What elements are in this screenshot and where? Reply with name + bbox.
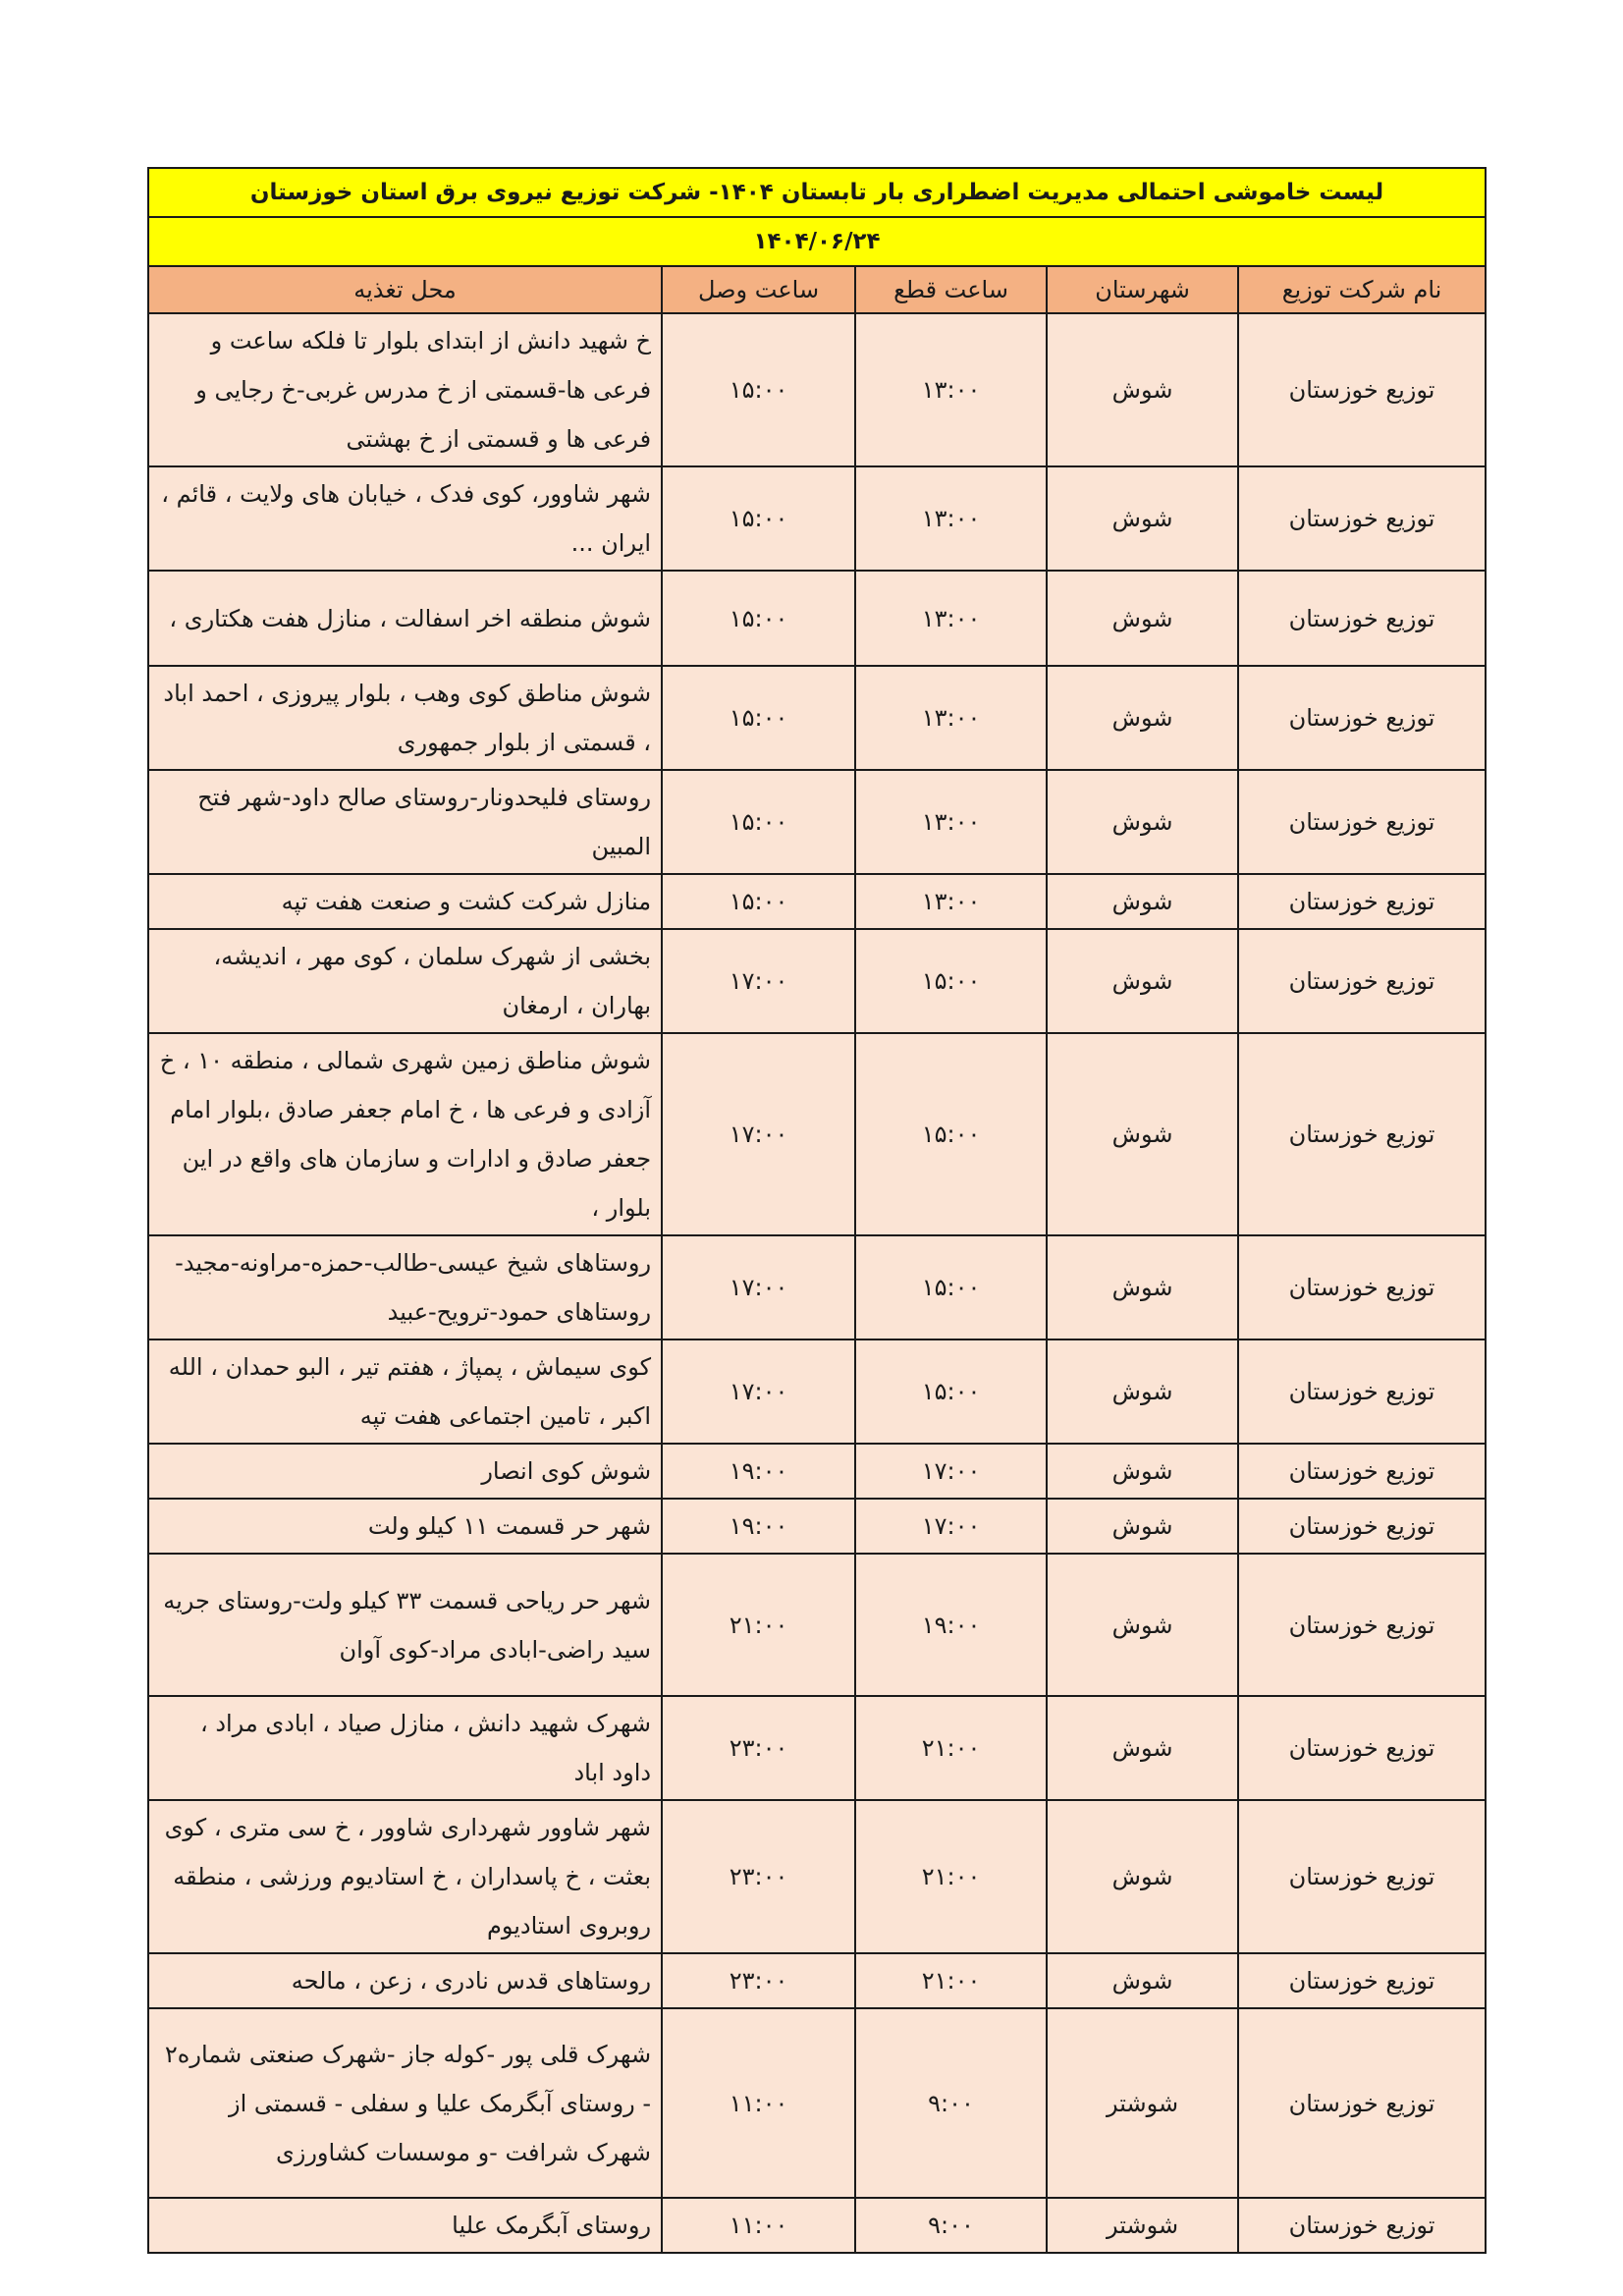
- cell-connect-time: ۱۱:۰۰: [662, 2198, 855, 2253]
- cell-location: شهر حر ریاحی قسمت ۳۳ کیلو ولت-روستای جریه سید راضی-ابادی مراد-کوی آوان: [148, 1554, 662, 1696]
- table-row: [148, 1235, 1486, 1339]
- cell-connect-time: ۱۵:۰۰: [662, 466, 855, 571]
- table-row: [148, 1953, 1486, 2008]
- table-row: [148, 666, 1486, 770]
- cell-cut-time: ۹:۰۰: [855, 2198, 1047, 2253]
- cell-location: شهر حر قسمت ۱۱ کیلو ولت: [148, 1499, 662, 1554]
- cell-company: توزیع خوزستان: [1238, 1800, 1486, 1953]
- cell-location: کوی سیماش ، پمپاژ ، هفتم تیر ، البو حمدان ، الله اکبر ، تامین اجتماعی هفت تپه: [148, 1339, 662, 1444]
- cell-connect-time: ۱۷:۰۰: [662, 1033, 855, 1235]
- cell-connect-time: ۲۳:۰۰: [662, 1953, 855, 2008]
- table-row: [148, 313, 1486, 466]
- cell-cut-time: ۱۵:۰۰: [855, 1235, 1047, 1339]
- cell-cut-time: ۱۷:۰۰: [855, 1444, 1047, 1499]
- cell-location: شهر شاوور، کوی فدک ، خیابان های ولایت ، قائم ، ایران ...: [148, 466, 662, 571]
- cell-location: شهر شاوور شهرداری شاوور ، خ سی متری ، کوی بعثت ، خ پاسداران ، خ استادیوم ورزشی ، منطقه روبروی استادیوم: [148, 1800, 662, 1953]
- cell-company: توزیع خوزستان: [1238, 313, 1486, 466]
- cell-cut-time: ۱۳:۰۰: [855, 874, 1047, 929]
- cell-cut-time: ۱۳:۰۰: [855, 770, 1047, 874]
- cell-city: شوش: [1047, 1444, 1238, 1499]
- cell-cut-time: ۲۱:۰۰: [855, 1800, 1047, 1953]
- cell-company: توزیع خوزستان: [1238, 874, 1486, 929]
- cell-location: منازل شرکت کشت و صنعت هفت تپه: [148, 874, 662, 929]
- header-company: نام شرکت توزیع: [1238, 266, 1486, 313]
- cell-city: شوش: [1047, 1953, 1238, 2008]
- cell-location: شوش منطقه اخر اسفالت ، منازل هفت هکتاری ،: [148, 571, 662, 666]
- cell-city: شوش: [1047, 1033, 1238, 1235]
- header-cut-time: ساعت قطع: [855, 266, 1047, 313]
- cell-location: شوش کوی انصار: [148, 1444, 662, 1499]
- cell-connect-time: ۱۵:۰۰: [662, 313, 855, 466]
- header-location: محل تغذیه: [148, 266, 662, 313]
- schedule-date: ۱۴۰۴/۰۶/۲۴: [148, 217, 1486, 266]
- cell-connect-time: ۱۱:۰۰: [662, 2008, 855, 2198]
- table-row: [148, 1554, 1486, 1696]
- cell-cut-time: ۹:۰۰: [855, 2008, 1047, 2198]
- cell-connect-time: ۱۵:۰۰: [662, 666, 855, 770]
- cell-location: شهرک شهید دانش ، منازل صیاد ، ابادی مراد ، داود اباد: [148, 1696, 662, 1800]
- cell-city: شوش: [1047, 1554, 1238, 1696]
- cell-connect-time: ۲۱:۰۰: [662, 1554, 855, 1696]
- cell-connect-time: ۲۳:۰۰: [662, 1696, 855, 1800]
- cell-city: شوش: [1047, 1800, 1238, 1953]
- cell-location: شوش مناطق کوی وهب ، بلوار پیروزی ، احمد اباد ، قسمتی از بلوار جمهوری: [148, 666, 662, 770]
- table-row: [148, 770, 1486, 874]
- cell-cut-time: ۲۱:۰۰: [855, 1696, 1047, 1800]
- cell-cut-time: ۱۵:۰۰: [855, 1033, 1047, 1235]
- header-connect-time: ساعت وصل: [662, 266, 855, 313]
- cell-company: توزیع خوزستان: [1238, 1033, 1486, 1235]
- cell-cut-time: ۱۷:۰۰: [855, 1499, 1047, 1554]
- cell-location: خ شهید دانش از ابتدای بلوار تا فلکه ساعت و فرعی ها-قسمتی از خ مدرس غربی-خ رجایی و فرعی ها و قسمتی از خ بهشتی: [148, 313, 662, 466]
- cell-connect-time: ۱۹:۰۰: [662, 1444, 855, 1499]
- cell-company: توزیع خوزستان: [1238, 1339, 1486, 1444]
- cell-company: توزیع خوزستان: [1238, 1499, 1486, 1554]
- schedule-title: لیست خاموشی احتمالی مدیریت اضطراری بار تابستان ۱۴۰۴- شرکت توزیع نیروی برق استان خوزستان: [148, 168, 1486, 217]
- cell-cut-time: ۱۹:۰۰: [855, 1554, 1047, 1696]
- cell-location: شوش مناطق زمین شهری شمالی ، منطقه ۱۰ ، خ آزادی و فرعی ها ، خ امام جعفر صادق ،بلوار امام جعفر صادق و ادارات و سازمان های واقع در این بلوار ،: [148, 1033, 662, 1235]
- table-row: [148, 1033, 1486, 1235]
- cell-city: شوش: [1047, 929, 1238, 1033]
- table-row: [148, 571, 1486, 666]
- cell-city: شوشتر: [1047, 2008, 1238, 2198]
- cell-city: شوش: [1047, 1696, 1238, 1800]
- cell-company: توزیع خوزستان: [1238, 929, 1486, 1033]
- cell-cut-time: ۱۳:۰۰: [855, 571, 1047, 666]
- cell-city: شوش: [1047, 466, 1238, 571]
- outage-schedule-sheet: [147, 167, 1485, 2254]
- cell-city: شوش: [1047, 770, 1238, 874]
- cell-connect-time: ۲۳:۰۰: [662, 1800, 855, 1953]
- cell-location: روستاهای قدس نادری ، زعن ، مالحه: [148, 1953, 662, 2008]
- cell-connect-time: ۱۵:۰۰: [662, 770, 855, 874]
- cell-company: توزیع خوزستان: [1238, 1554, 1486, 1696]
- cell-company: توزیع خوزستان: [1238, 1953, 1486, 2008]
- cell-company: توزیع خوزستان: [1238, 571, 1486, 666]
- cell-city: شوش: [1047, 666, 1238, 770]
- cell-company: توزیع خوزستان: [1238, 466, 1486, 571]
- table-row: [148, 874, 1486, 929]
- header-city: شهرستان: [1047, 266, 1238, 313]
- cell-location: روستای فلیحدونار-روستای صالح داود-شهر فتح المبین: [148, 770, 662, 874]
- cell-connect-time: ۱۷:۰۰: [662, 1235, 855, 1339]
- cell-location: بخشی از شهرک سلمان ، کوی مهر ، اندیشه، بهاران ، ارمغان: [148, 929, 662, 1033]
- cell-connect-time: ۱۹:۰۰: [662, 1499, 855, 1554]
- cell-cut-time: ۱۳:۰۰: [855, 313, 1047, 466]
- cell-company: توزیع خوزستان: [1238, 1696, 1486, 1800]
- table-row: [148, 929, 1486, 1033]
- cell-company: توزیع خوزستان: [1238, 1444, 1486, 1499]
- cell-cut-time: ۱۵:۰۰: [855, 929, 1047, 1033]
- table-row: [148, 1339, 1486, 1444]
- table-row: [148, 1696, 1486, 1800]
- cell-city: شوش: [1047, 1235, 1238, 1339]
- cell-cut-time: ۱۳:۰۰: [855, 466, 1047, 571]
- outage-table: [147, 167, 1487, 2254]
- cell-city: شوش: [1047, 313, 1238, 466]
- table-row: [148, 2198, 1486, 2253]
- cell-cut-time: ۲۱:۰۰: [855, 1953, 1047, 2008]
- cell-location: روستاهای شیخ عیسی-طالب-حمزه-مراونه-مجید-روستاهای حمود-ترویح-عبید: [148, 1235, 662, 1339]
- cell-cut-time: ۱۳:۰۰: [855, 666, 1047, 770]
- cell-connect-time: ۱۵:۰۰: [662, 571, 855, 666]
- cell-city: شوش: [1047, 571, 1238, 666]
- table-row: [148, 1499, 1486, 1554]
- cell-location: شهرک قلی پور -کوله جاز -شهرک صنعتی شماره۲ - روستای آبگرمک علیا و سفلی - قسمتی از شهرک شرافت -و موسسات کشاورزی: [148, 2008, 662, 2198]
- cell-connect-time: ۱۵:۰۰: [662, 874, 855, 929]
- table-row: [148, 1800, 1486, 1953]
- cell-location: روستای آبگرمک علیا: [148, 2198, 662, 2253]
- cell-connect-time: ۱۷:۰۰: [662, 929, 855, 1033]
- cell-connect-time: ۱۷:۰۰: [662, 1339, 855, 1444]
- cell-city: شوشتر: [1047, 2198, 1238, 2253]
- cell-company: توزیع خوزستان: [1238, 770, 1486, 874]
- cell-company: توزیع خوزستان: [1238, 1235, 1486, 1339]
- cell-company: توزیع خوزستان: [1238, 666, 1486, 770]
- cell-cut-time: ۱۵:۰۰: [855, 1339, 1047, 1444]
- table-row: [148, 1444, 1486, 1499]
- cell-city: شوش: [1047, 1499, 1238, 1554]
- table-row: [148, 466, 1486, 571]
- cell-city: شوش: [1047, 1339, 1238, 1444]
- cell-company: توزیع خوزستان: [1238, 2008, 1486, 2198]
- cell-company: توزیع خوزستان: [1238, 2198, 1486, 2253]
- table-row: [148, 2008, 1486, 2198]
- cell-city: شوش: [1047, 874, 1238, 929]
